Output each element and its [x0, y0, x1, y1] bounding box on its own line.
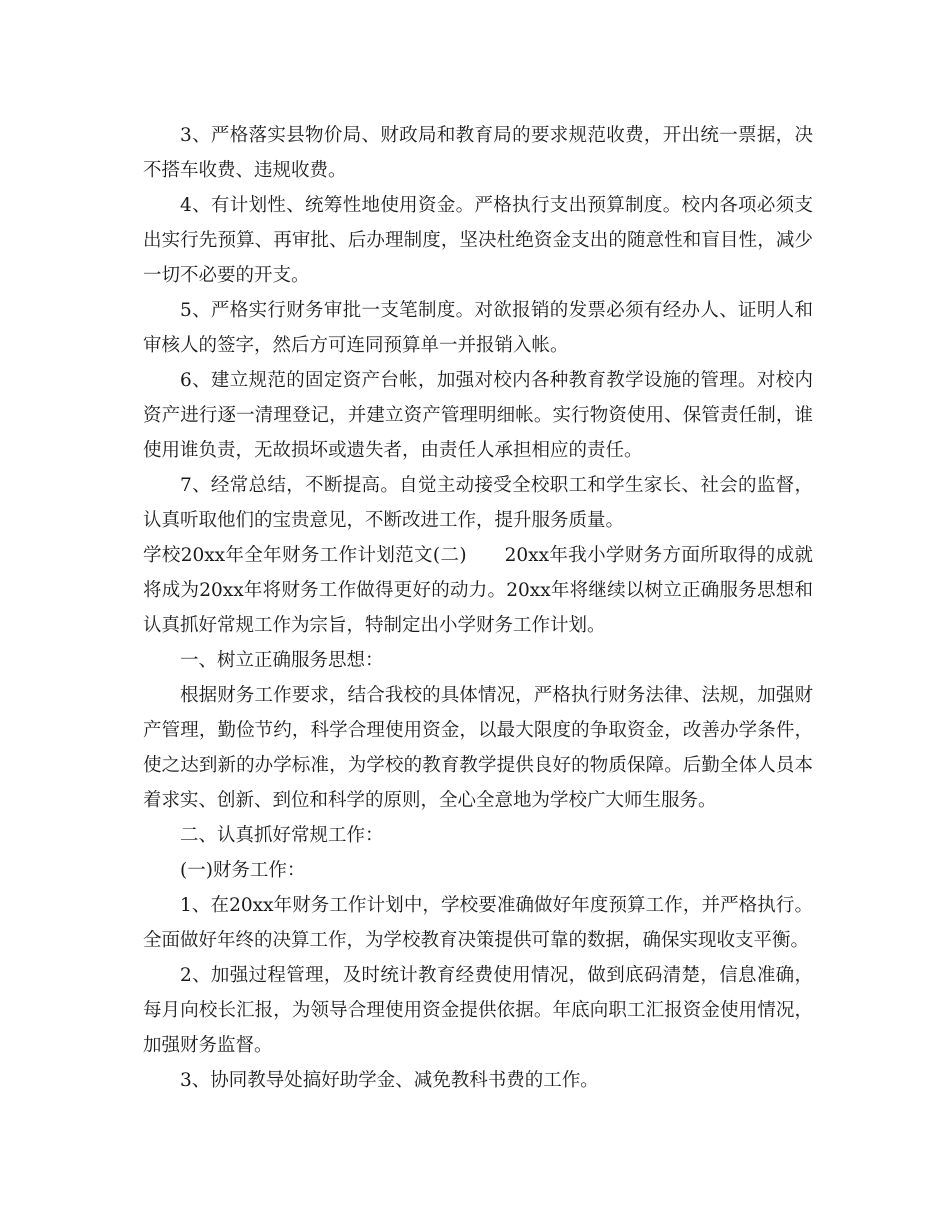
paragraph-item-7: 7、经常总结，不断提高。自觉主动接受全校职工和学生家长、社会的监督，认真听取他们的宝贵意见，不断改进工作，提升服务质量。 [143, 475, 813, 531]
heading-service-thought: 一、树立正确服务思想： [180, 650, 384, 671]
subheading-finance-work: (一)财务工作： [180, 860, 306, 881]
paragraph-finance-3: 3、协同教导处搞好助学金、减免教科书费的工作。 [180, 1070, 599, 1091]
paragraph-item-5: 5、严格实行财务审批一支笔制度。对欲报销的发票必须有经办人、证明人和审核人的签字，然后方可连同预算单一并报销入帐。 [143, 300, 813, 356]
paragraph-finance-2: 2、加强过程管理，及时统计教育经费使用情况，做到底码清楚，信息准确，每月向校长汇报，为领导合理使用资金提供依据。年底向职工汇报资金使用情况，加强财务监督。 [143, 965, 813, 1056]
paragraph-item-4: 4、有计划性、统筹性地使用资金。严格执行支出预算制度。校内各项必须支出实行先预算、再审批、后办理制度，坚决杜绝资金支出的随意性和盲目性，减少一切不必要的开支。 [143, 195, 813, 286]
paragraph-item-3: 3、严格落实县物价局、财政局和教育局的要求规范收费，开出统一票据，决不搭车收费、违规收费。 [143, 125, 813, 181]
heading-routine-work: 二、认真抓好常规工作： [180, 825, 384, 846]
paragraph-finance-1: 1、在20xx年财务工作计划中，学校要准确做好年度预算工作，并严格执行。全面做好年终的决算工作，为学校教育决策提供可靠的数据，确保实现收支平衡。 [143, 895, 813, 951]
paragraph-item-6: 6、建立规范的固定资产台帐，加强对校内各种教育教学设施的管理。对校内资产进行逐一清理登记，并建立资产管理明细帐。实行物资使用、保管责任制，谁使用谁负责，无故损坏或遗失者，由责任人承担相应的责任。 [143, 370, 813, 461]
paragraph-service-thought: 根据财务工作要求，结合我校的具体情况，严格执行财务法律、法规，加强财产管理，勤俭节约，科学合理使用资金，以最大限度的争取资金，改善办学条件，使之达到新的办学标准，为学校的教育教学提供良好的物质保障。后勤全体人员本着求实、创新、到位和科学的原则，全心全意地为学校广大师生服务。 [143, 685, 813, 811]
document-body [143, 118, 813, 1098]
section-title-intro: 学校20xx年全年财务工作计划范文(二) 20xx年我小学财务方面所取得的成就将成为20xx年将财务工作做得更好的动力。20xx年将继续以树立正确服务思想和认真抓好常规工作为宗旨，特制定出小学财务工作计划。 [143, 545, 813, 636]
